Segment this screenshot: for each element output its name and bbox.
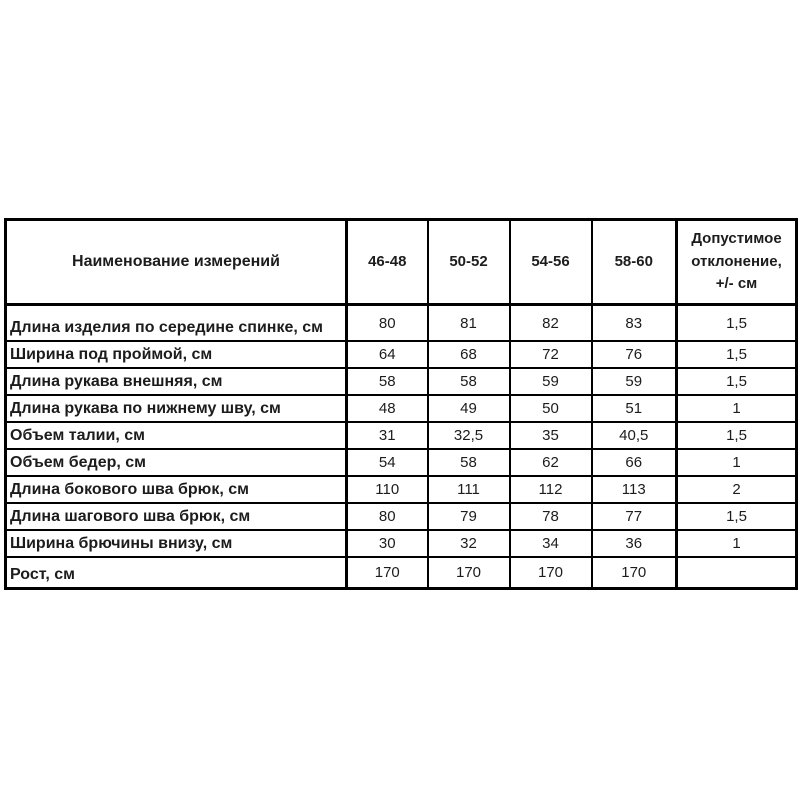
col-header-deviation: Допустимое отклонение, +/- см (677, 220, 797, 305)
table-row (6, 422, 797, 449)
table-row (6, 395, 797, 422)
measurement-name: Ширина под проймой, см (6, 341, 347, 368)
deviation-value (677, 557, 797, 589)
measurement-value: 32 (428, 530, 510, 557)
measurement-name: Объем бедер, см (6, 449, 347, 476)
size-chart-container (4, 218, 795, 590)
col-header-size-50-52: 50-52 (428, 220, 510, 305)
table-row (6, 368, 797, 395)
measurement-value: 34 (510, 530, 592, 557)
deviation-value: 1,5 (677, 503, 797, 530)
measurement-name: Длина бокового шва брюк, см (6, 476, 347, 503)
measurement-value: 30 (347, 530, 428, 557)
table-row (6, 341, 797, 368)
measurement-value: 111 (428, 476, 510, 503)
measurement-value: 59 (592, 368, 677, 395)
col-header-measurement-name: Наименование измерений (6, 220, 347, 305)
measurement-value: 58 (428, 449, 510, 476)
measurement-value: 80 (347, 503, 428, 530)
table-row (6, 530, 797, 557)
measurement-value: 110 (347, 476, 428, 503)
table-row (6, 305, 797, 342)
measurement-value: 49 (428, 395, 510, 422)
deviation-value: 1 (677, 449, 797, 476)
measurement-value: 76 (592, 341, 677, 368)
measurement-value: 112 (510, 476, 592, 503)
measurement-value: 82 (510, 305, 592, 342)
measurement-value: 40,5 (592, 422, 677, 449)
measurement-value: 62 (510, 449, 592, 476)
measurement-value: 58 (428, 368, 510, 395)
size-chart-table (4, 218, 798, 590)
measurement-value: 170 (510, 557, 592, 589)
table-row (6, 476, 797, 503)
deviation-value: 1,5 (677, 368, 797, 395)
measurement-value: 54 (347, 449, 428, 476)
header-row (6, 220, 797, 305)
table-row (6, 557, 797, 589)
measurement-value: 81 (428, 305, 510, 342)
measurement-value: 48 (347, 395, 428, 422)
deviation-value: 1,5 (677, 305, 797, 342)
deviation-value: 1,5 (677, 422, 797, 449)
measurement-name: Ширина брючины внизу, см (6, 530, 347, 557)
measurement-name: Длина рукава внешняя, см (6, 368, 347, 395)
measurement-value: 59 (510, 368, 592, 395)
measurement-name: Длина рукава по нижнему шву, см (6, 395, 347, 422)
measurement-value: 79 (428, 503, 510, 530)
measurement-value: 50 (510, 395, 592, 422)
col-header-size-54-56: 54-56 (510, 220, 592, 305)
measurement-value: 170 (428, 557, 510, 589)
measurement-name: Объем талии, см (6, 422, 347, 449)
measurement-name: Длина изделия по середине спинке, см (6, 305, 347, 342)
measurement-value: 64 (347, 341, 428, 368)
measurement-value: 36 (592, 530, 677, 557)
deviation-value: 2 (677, 476, 797, 503)
deviation-value: 1 (677, 395, 797, 422)
table-row (6, 503, 797, 530)
measurement-value: 78 (510, 503, 592, 530)
measurement-value: 113 (592, 476, 677, 503)
measurement-name: Рост, см (6, 557, 347, 589)
measurement-value: 51 (592, 395, 677, 422)
measurement-value: 83 (592, 305, 677, 342)
measurement-value: 170 (592, 557, 677, 589)
measurement-name: Длина шагового шва брюк, см (6, 503, 347, 530)
measurement-value: 32,5 (428, 422, 510, 449)
measurement-value: 31 (347, 422, 428, 449)
measurement-value: 58 (347, 368, 428, 395)
measurement-value: 68 (428, 341, 510, 368)
table-row (6, 449, 797, 476)
measurement-value: 77 (592, 503, 677, 530)
col-header-size-58-60: 58-60 (592, 220, 677, 305)
deviation-value: 1,5 (677, 341, 797, 368)
measurement-value: 35 (510, 422, 592, 449)
measurement-value: 80 (347, 305, 428, 342)
col-header-size-46-48: 46-48 (347, 220, 428, 305)
measurement-value: 72 (510, 341, 592, 368)
measurement-value: 170 (347, 557, 428, 589)
measurement-value: 66 (592, 449, 677, 476)
deviation-value: 1 (677, 530, 797, 557)
